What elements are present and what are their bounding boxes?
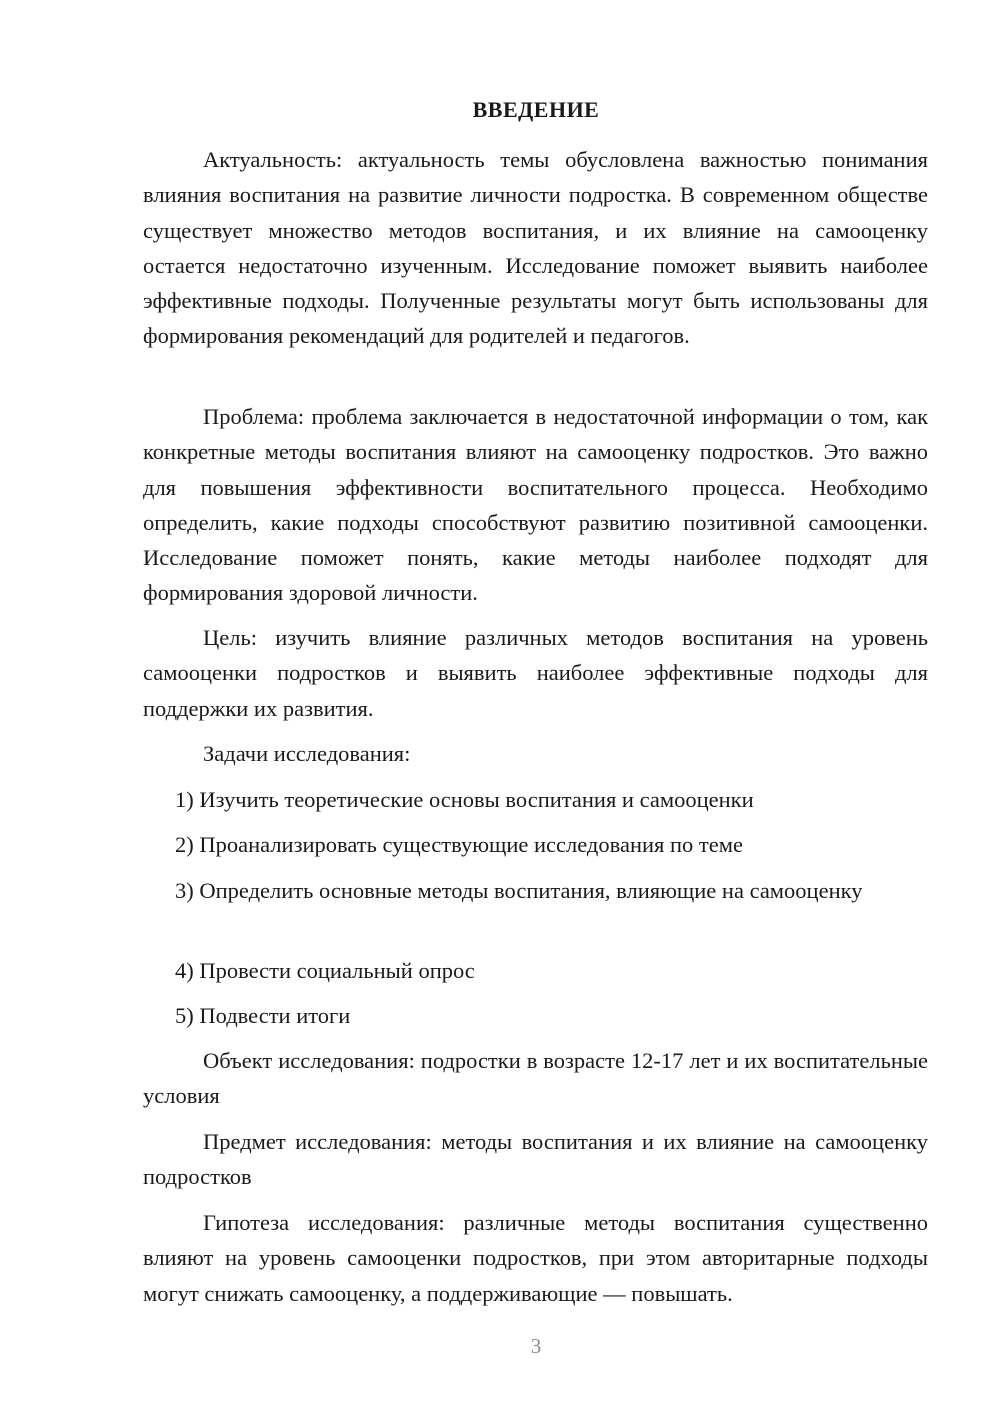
- page-number: 3: [530, 1334, 542, 1358]
- task-item-5: 5) Подвести итоги: [175, 1003, 351, 1028]
- object-paragraph: Объект исследования: подростки в возрасте 12-17 лет и их воспитательные условия: [143, 1048, 928, 1109]
- task-item-1: 1) Изучить теоретические основы воспитания и самооценки: [175, 787, 754, 812]
- hypothesis-paragraph: Гипотеза исследования: различные методы воспитания существенно влияют на уровень самооценки подростков, при этом авторитарные подходы могут снижать самооценку, а поддерживающие — повышать.: [143, 1210, 928, 1306]
- task-item-3: 3) Определить основные методы воспитания, влияющие на самооценку: [175, 878, 863, 903]
- tasks-heading: Задачи исследования:: [203, 741, 411, 766]
- task-item-4: 4) Провести социальный опрос: [175, 958, 475, 983]
- subject-paragraph: Предмет исследования: методы воспитания и их влияние на самооценку подростков: [143, 1129, 928, 1190]
- goal-paragraph: Цель: изучить влияние различных методов воспитания на уровень самооценки подростков и выявить наиболее эффективные подходы для поддержки их развития.: [143, 625, 928, 721]
- page-heading: ВВЕДЕНИЕ: [472, 97, 600, 122]
- task-item-2: 2) Проанализировать существующие исследования по теме: [175, 832, 743, 857]
- problem-paragraph: Проблема: проблема заключается в недостаточной информации о том, как конкретные методы воспитания влияют на самооценку подростков. Это важно для повышения эффективности воспитательного процесса. Необходимо определить, какие подходы способствуют развитию позитивной самооценки. Исследование поможет понять, какие методы наиболее подходят для формирования здоровой личности.: [143, 404, 928, 606]
- relevance-paragraph: Актуальность: актуальность темы обусловлена важностью понимания влияния воспитания на развитие личности подростка. В современном обществе существует множество методов воспитания, и их влияние на самооценку остается недостаточно изученным. Исследование поможет выявить наиболее эффективные подходы. Полученные результаты могут быть использованы для формирования рекомендаций для родителей и педагогов.: [143, 147, 928, 349]
